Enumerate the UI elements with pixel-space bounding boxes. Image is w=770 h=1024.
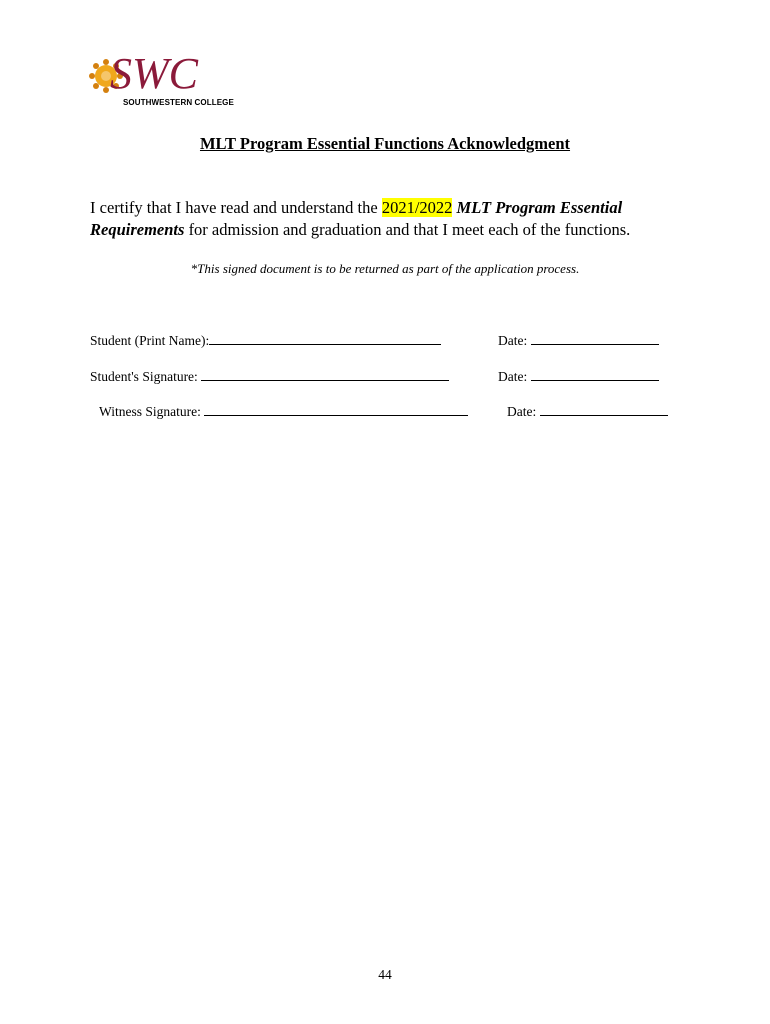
witness-signature-field <box>99 403 468 420</box>
return-note: *This signed document is to be returned as part of the application process. <box>190 261 580 276</box>
date-line[interactable] <box>531 332 659 345</box>
student-signature-line[interactable] <box>201 368 449 381</box>
student-signature-label: Student's Signature: <box>90 369 198 384</box>
witness-signature-label: Witness Signature: <box>99 404 201 419</box>
logo-caption: SOUTHWESTERN COLLEGE <box>123 98 234 107</box>
cert-text-1: I certify that I have read and understand the <box>90 198 382 217</box>
cert-text-2: for admission and graduation and that I meet each of the functions. <box>184 220 631 239</box>
student-name-line[interactable] <box>209 332 441 345</box>
witness-signature-date-field <box>507 403 668 420</box>
page-number: 44 <box>378 967 392 982</box>
certification-statement <box>90 197 690 241</box>
program-name: MLT Program Essential Requirements <box>90 198 623 239</box>
student-name-label: Student (Print Name): <box>90 333 210 348</box>
witness-signature-line[interactable] <box>204 403 468 416</box>
student-signature-field <box>90 368 449 385</box>
page-title: MLT Program Essential Functions Acknowledgment <box>199 134 571 153</box>
logo-monogram: SWC <box>110 49 198 98</box>
date-label: Date: <box>498 369 528 384</box>
date-line[interactable] <box>540 403 668 416</box>
date-label: Date: <box>498 333 528 348</box>
student-signature-date-field <box>498 368 659 385</box>
date-line[interactable] <box>531 368 659 381</box>
date-label: Date: <box>507 404 537 419</box>
student-name-field <box>90 332 441 349</box>
student-name-date-field <box>498 332 659 349</box>
program-year: 2021/2022 <box>381 198 453 217</box>
